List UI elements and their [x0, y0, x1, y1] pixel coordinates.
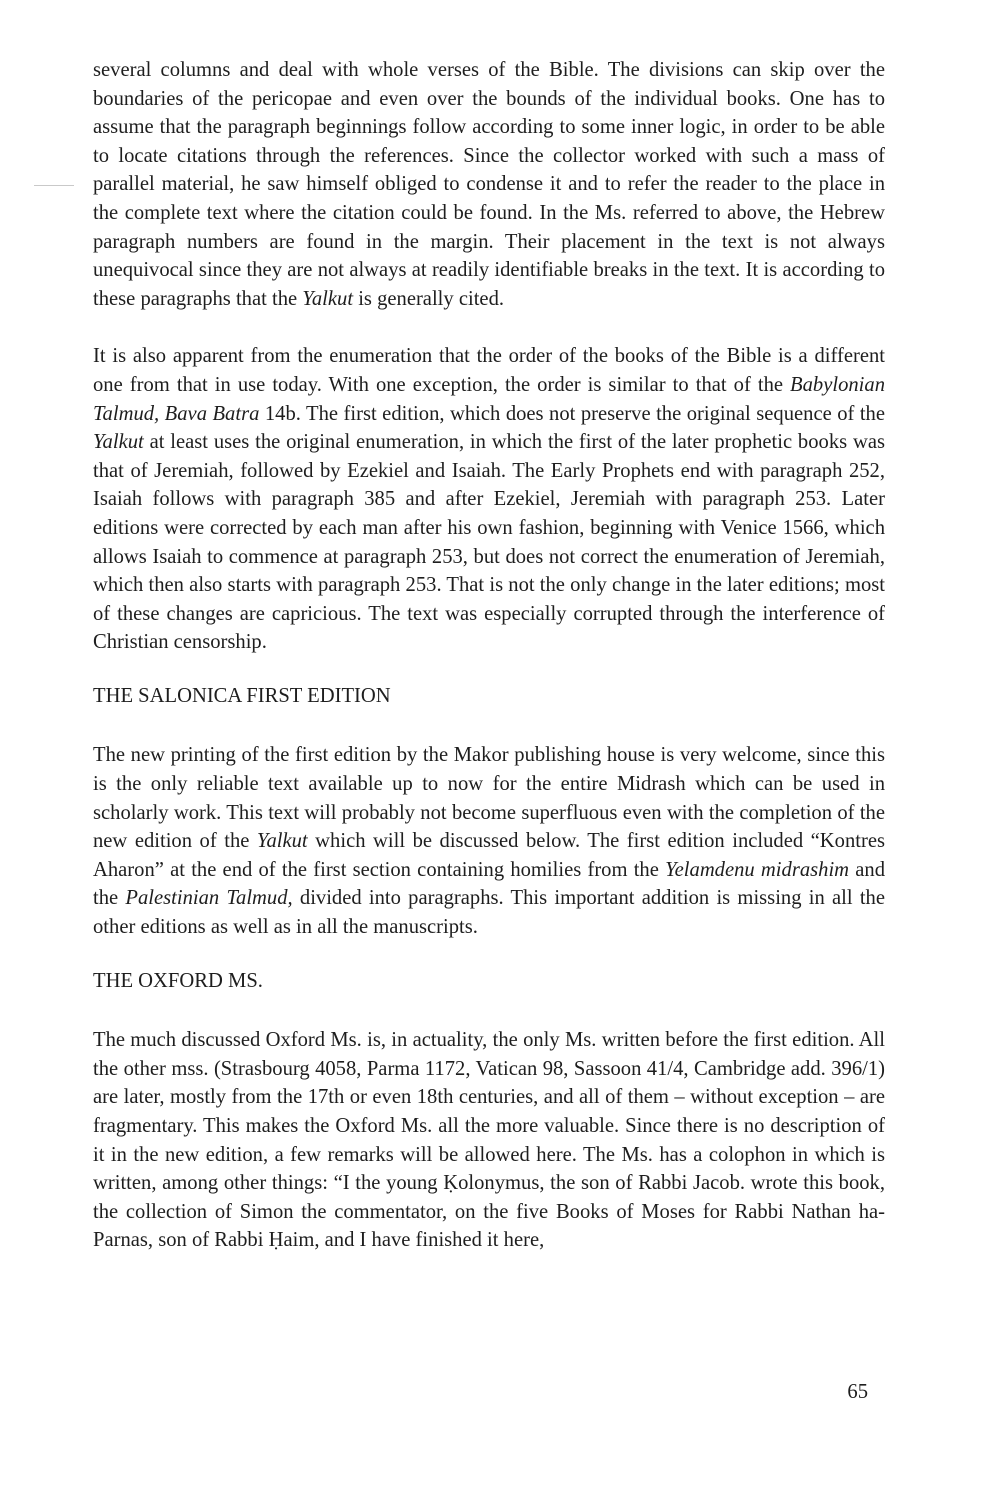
italic-text-run: Babylonian Talmud, Bava Batra: [93, 373, 885, 425]
text-run: The much discussed Oxford Ms. is, in actuality, the only Ms. written before the first edition. All the other mss. (Strasbourg 4058, Parma 1172, Vatican 98, Sassoon 41/4, Cambridge add. 396/1) are later, mostly from the 17th or even 18th centuries, and all of them – without exception – are fragmentary. This makes the Oxford Ms. all the more valuable. Since there is no description of it in the new edition, a few remarks will be allowed here. The Ms. has a colophon in which is written, among other things: “I the young Ḳolonymus, the son of Rabbi Jacob. wrote this book, the collection of Simon the commentator, on the five Books of Moses for Rabbi Nathan ha-Parnas, son of Rabbi Ḥaim, and I have finished it here,: [93, 1029, 885, 1252]
text-run: 14b. The first edition, which does not preserve the original sequence of the: [259, 402, 885, 425]
text-run: The new printing of the first edition by the Makor publishing house is very welcome, since this is the only reliable text available up to now for the entire Midrash which can be used in scholarly work. This text will probably not become superfluous even with the completion of the new edition of the: [93, 744, 885, 853]
paragraph-2: [93, 342, 885, 657]
text-run: at least uses the original enumeration, in which the first of the later prophetic books was that of Jeremiah, followed by Ezekiel and Isaiah. The Early Prophets end with paragraph 252, Isaiah follows with paragraph 385 and after Ezekiel, Jeremiah with paragraph 253. Later editions were corrected by each man after his own fashion, beginning with Venice 1566, which allows Isaiah to commence at paragraph 253, but does not correct the enumeration of Jeremiah, which then also starts with paragraph 253. That is not the only change in the later editions; most of these changes are capricious. The text was especially corrupted through the interference of Christian censorship.: [93, 431, 885, 654]
text-run: and the: [93, 858, 885, 910]
section-heading-oxford: THE OXFORD MS.: [93, 969, 263, 992]
paragraph-4: [93, 1026, 885, 1255]
text-run: is generally cited.: [353, 287, 505, 310]
italic-text-run: Yelamdenu midrashim: [665, 858, 850, 881]
page-number: 65: [847, 1381, 868, 1403]
page-body: [93, 56, 885, 1255]
text-run: It is also apparent from the enumeration that the order of the books of the Bible is a different one from that in use today. With one exception, the order is similar to that of the: [93, 345, 885, 396]
paragraph-1: [93, 56, 885, 313]
text-run: several columns and deal with whole verses of the Bible. The divisions can skip over the boundaries of the pericopae and even over the bounds of the individual books. One has to assume that the paragraph beginnings follow according to some inner logic, in order to be able to locate citations through the references. Since the collector worked with such a mass of parallel material, he saw himself obliged to condense it and to refer the reader to the place in the complete text where the citation could be found. In the Ms. referred to above, the Hebrew paragraph numbers are found in the margin. Their placement in the text is not always unequivocal since they are not always at readily identifiable breaks in the text. It is according to these paragraphs that the: [93, 59, 885, 310]
text-run: which will be discussed below. The first edition included “Kontres Aharon” at the end of the first section containing homilies from the: [93, 830, 885, 881]
italic-text-run: Palestinian Talmud,: [125, 887, 293, 910]
margin-mark: [34, 185, 74, 186]
italic-text-run: Yalkut: [256, 830, 308, 853]
text-run: divided into paragraphs. This important addition is missing in all the other editions as well as in all the manuscripts.: [93, 887, 885, 939]
section-heading-salonica: THE SALONICA FIRST EDITION: [93, 684, 391, 707]
italic-text-run: Yalkut: [302, 287, 354, 310]
italic-text-run: Yalkut: [93, 431, 144, 454]
paragraph-3: [93, 741, 885, 941]
